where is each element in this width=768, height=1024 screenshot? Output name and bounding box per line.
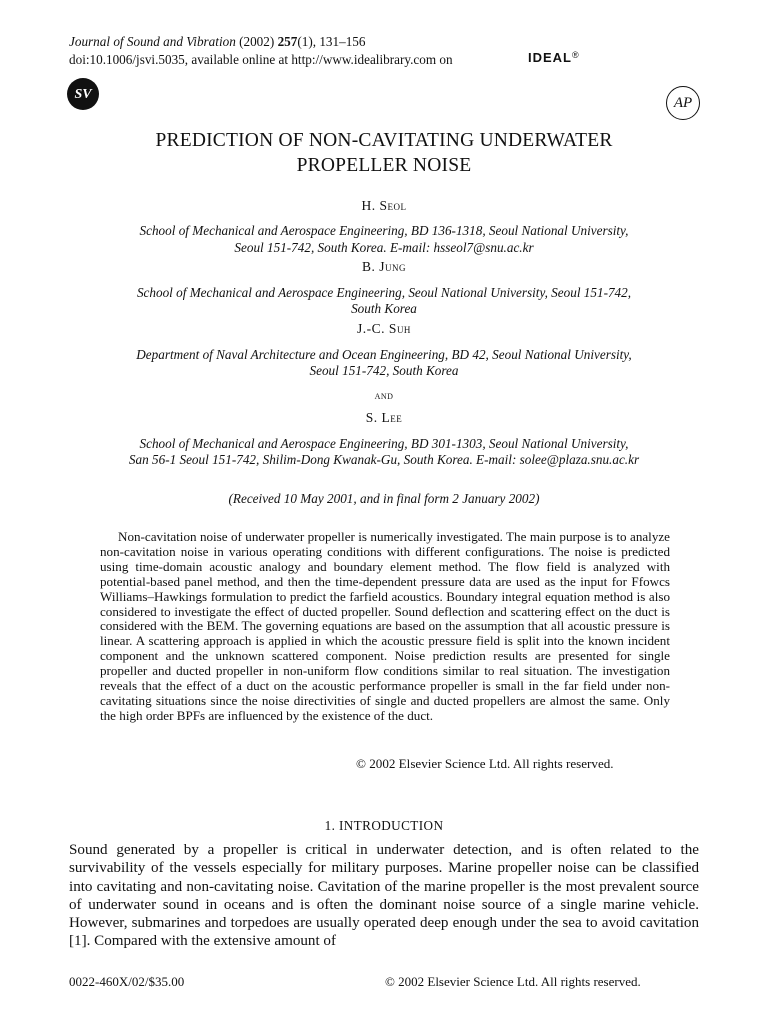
abstract-text: Non-cavitation noise of underwater propeller is numerically investigated. The main purpose is to analyze non-cavitation noise in various operating conditions with different configurations. The noise is predicted using time-domain acoustic analogy and boundary element method. The flow field is analyzed with potential-based panel method, and then the time-dependent pressure data are used as the input for Ffowcs Williams–Hawkings formulation to predict the farfield acoustics. Boundary integral equation method is also considered to investigate the effect of ducted propeller. Sound deflection and scattering effect on the duct is considered with the BEM. The governing equations are based on the assumption that all acoustic pressure is linear. A scattering approach is applied in which the acoustic pressure field is split into the known incident component and the unknown scattered component. Noise prediction results are presented for single propeller and ducted propeller in non-uniform flow conditions similar to real situation. The investigation reveals that the effect of a duct on the acoustic performance propeller is small in the far field under non-cavitating situations since the noise directivities of single and ducted propellers are almost the same. Only the high order BPFs are influenced by the existence of the duct. [100, 529, 670, 723]
doi-text: doi:10.1006/jsvi.5035, available online at http://www.idealibrary.com on [69, 52, 453, 67]
journal-issue-pages: (1), 131–156 [297, 34, 366, 49]
introduction-paragraph: Sound generated by a propeller is critical in underwater detection, and is often related to the survivability of the vessels especially for military purposes. Marine propeller noise can be classified into cavitating and non-cavitating noise. Cavitation of the marine propeller is the most prevalent source of underwater sound in oceans and is often the dominant noise source of a single marine vehicle. However, submarines and torpedoes are usually operated deep enough under the sea to avoid cavitation [1]. Compared with the extensive amount of [69, 842, 699, 950]
doi-line [69, 51, 453, 69]
section-heading: 1. INTRODUCTION [324, 818, 444, 833]
footer-code: 0022-460X/02/$35.00 [69, 974, 185, 989]
author-3 [0, 320, 768, 338]
journal-volume: 257 [277, 34, 298, 49]
author-3-affiliation-line-1: Department of Naval Architecture and Ocean Engineering, BD 42, Seoul National University, [136, 347, 632, 362]
journal-year: (2002) [239, 34, 275, 49]
ap-logo [666, 86, 700, 120]
author-4-surname: ee [390, 410, 403, 425]
author-2-initials: B. J [361, 259, 385, 274]
author-1-surname: eol [387, 198, 407, 213]
author-4-initials: S. L [365, 410, 391, 425]
author-3-affiliation-line-2: Seoul 151-742, South Korea [309, 363, 459, 378]
author-2 [0, 258, 768, 276]
abstract-copyright: © 2002 Elsevier Science Ltd. All rights reserved. [356, 756, 614, 771]
author-2-affiliation-line-1: School of Mechanical and Aerospace Engineering, Seoul National University, Seoul 151-742, [136, 285, 632, 300]
author-2-affiliation-line-2: South Korea [351, 301, 417, 316]
author-1 [0, 197, 768, 215]
author-1-initials: H. S [361, 198, 388, 213]
sv-logo-text: SV [74, 87, 92, 102]
author-2-surname: ung [385, 259, 406, 274]
author-4-affiliation-line-2: San 56-1 Seoul 151-742, Shilim-Dong Kwanak-Gu, South Korea. E-mail: solee@plaza.snu.ac.kr [128, 452, 640, 467]
author-3-initials: J.-C. S [357, 321, 397, 336]
paper-title-line-1: PREDICTION OF NON-CAVITATING UNDERWATER [155, 130, 613, 151]
ap-logo-text: AP [673, 95, 693, 111]
journal-name: Journal of Sound and Vibration [69, 34, 236, 49]
author-4-affiliation-line-1: School of Mechanical and Aerospace Engineering, BD 301-1303, Seoul National University, [139, 436, 629, 451]
received-dates: (Received 10 May 2001, and in final form 2 January 2002) [228, 491, 540, 506]
author-4 [0, 409, 768, 427]
ideal-logo-text: IDEAL [528, 50, 572, 65]
and-separator: and [374, 388, 394, 402]
footer-copyright: © 2002 Elsevier Science Ltd. All rights reserved. [385, 974, 641, 989]
paper-title-line-2: PROPELLER NOISE [296, 155, 472, 176]
author-3-surname: uh [396, 321, 411, 336]
author-1-affiliation-line-1: School of Mechanical and Aerospace Engineering, BD 136-1318, Seoul National University, [139, 223, 629, 238]
journal-citation [69, 33, 365, 51]
ideal-logo: IDEAL® [528, 50, 580, 65]
author-1-affiliation-line-2: Seoul 151-742, South Korea. E-mail: hsseol7@snu.ac.kr [234, 240, 534, 255]
sv-logo [67, 78, 99, 110]
